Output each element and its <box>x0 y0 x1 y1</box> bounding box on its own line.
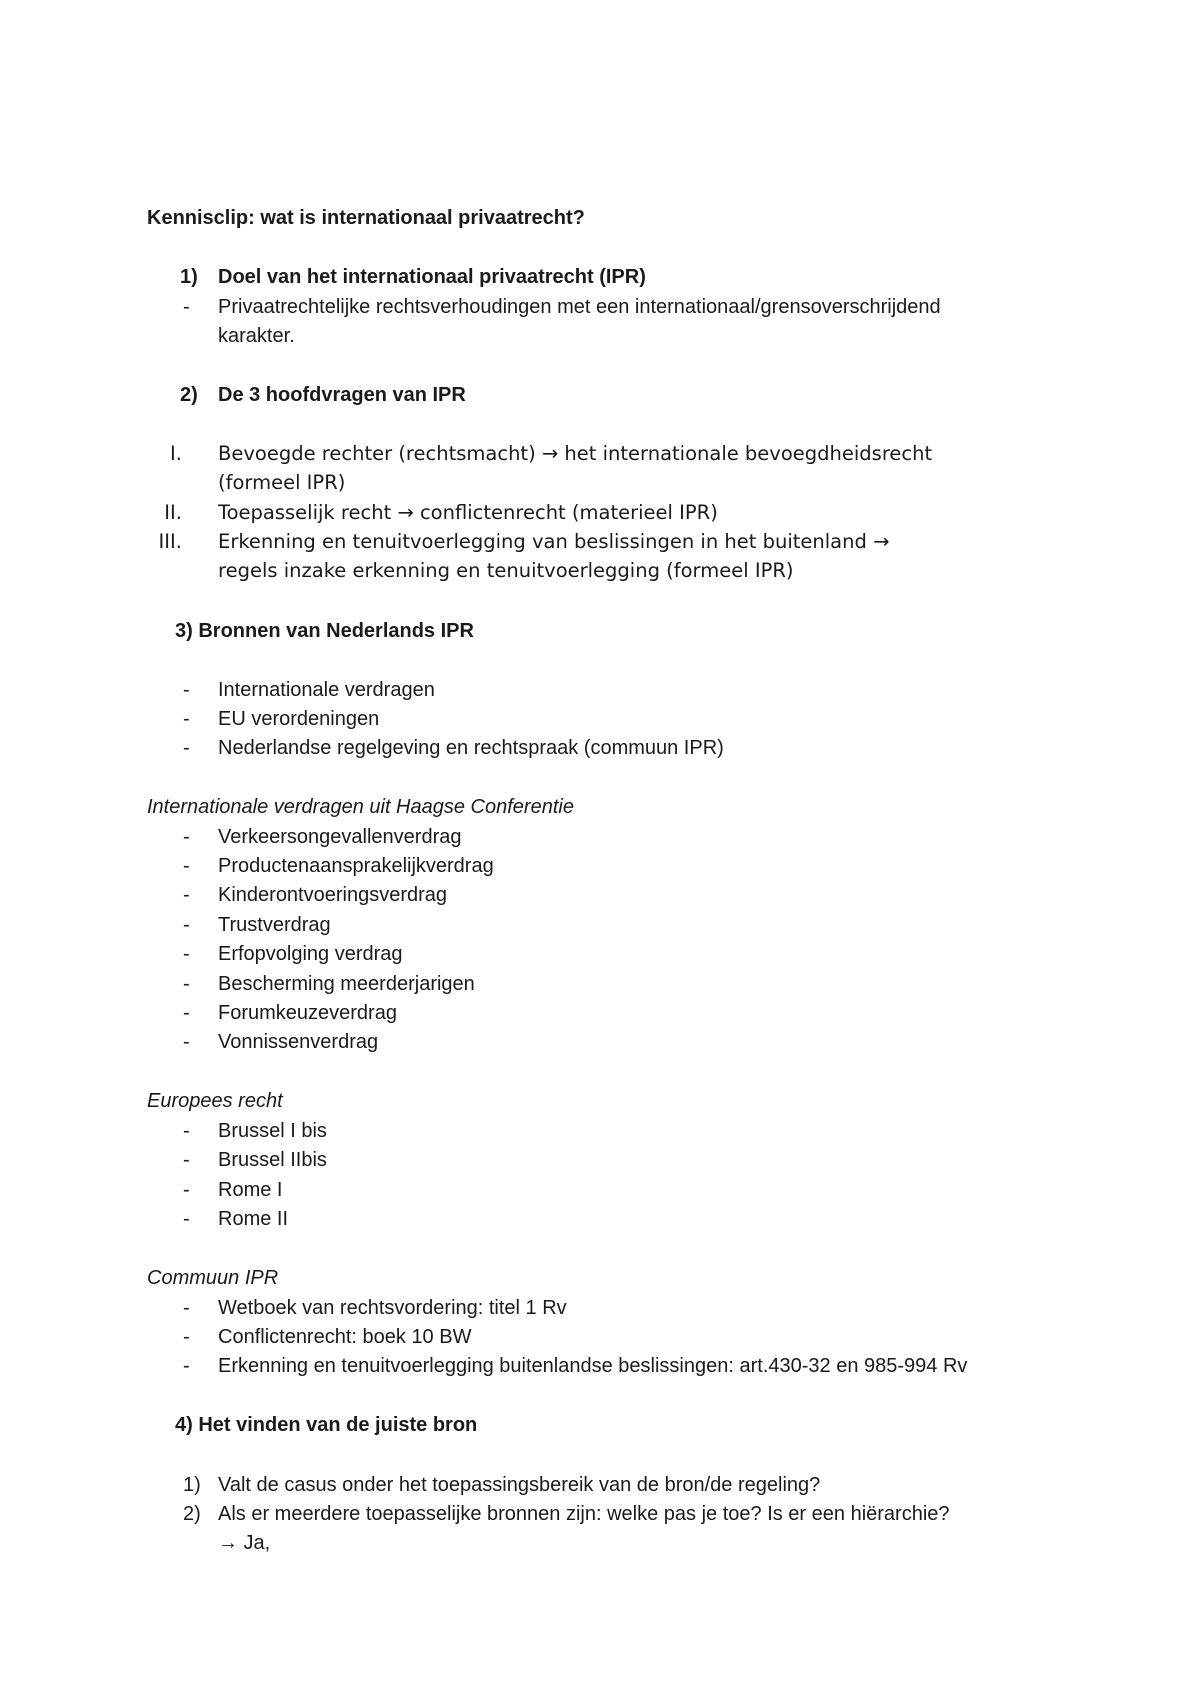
bullet-marker: - <box>183 1326 190 1348</box>
list-item: Erfopvolging verdrag <box>218 943 403 965</box>
section-number: 2) <box>180 384 198 406</box>
list-item: Brussel I bis <box>218 1120 327 1142</box>
roman-marker: II. <box>164 501 182 524</box>
list-item: Conflictenrecht: boek 10 BW <box>218 1326 472 1348</box>
section-heading: 3) Bronnen van Nederlands IPR <box>175 620 474 642</box>
list-item-continuation: → Ja, <box>218 1532 271 1554</box>
bullet-marker: - <box>183 296 190 318</box>
list-item: Nederlandse regelgeving en rechtspraak (commuun IPR) <box>218 737 724 759</box>
list-item: EU verordeningen <box>218 708 380 730</box>
list-item: Erkenning en tenuitvoerlegging buitenlandse beslissingen: art.430-32 en 985-994 Rv <box>218 1355 968 1377</box>
bullet-marker: - <box>183 679 190 701</box>
roman-marker: I. <box>170 442 182 465</box>
roman-marker: III. <box>158 530 182 553</box>
list-item-continuation: (formeel IPR) <box>218 471 346 494</box>
list-item: Als er meerdere toepasselijke bronnen zijn: welke pas je toe? Is er een hiërarchie? <box>218 1503 950 1525</box>
list-item-continuation: regels inzake erkenning en tenuitvoerlegging (formeel IPR) <box>218 559 794 582</box>
bullet-marker: - <box>183 1297 190 1319</box>
list-number: 1) <box>183 1474 201 1496</box>
list-item: Verkeersongevallenverdrag <box>218 826 462 848</box>
bullet-marker: - <box>183 826 190 848</box>
section-heading: De 3 hoofdvragen van IPR <box>218 384 466 406</box>
list-item: Trustverdrag <box>218 914 331 936</box>
list-item: Rome I <box>218 1179 283 1201</box>
list-item: Valt de casus onder het toepassingsbereik van de bron/de regeling? <box>218 1474 821 1496</box>
list-item: Vonnissenverdrag <box>218 1031 379 1053</box>
subheading: Commuun IPR <box>147 1267 279 1289</box>
bullet-marker: - <box>183 943 190 965</box>
bullet-marker: - <box>183 884 190 906</box>
bullet-marker: - <box>183 1149 190 1171</box>
list-item: Erkenning en tenuitvoerlegging van beslissingen in het buitenland → <box>218 530 890 553</box>
bullet-marker: - <box>183 1208 190 1230</box>
bullet-marker: - <box>183 1002 190 1024</box>
list-item: Privaatrechtelijke rechtsverhoudingen met een internationaal/grensoverschrijdend <box>218 296 941 318</box>
bullet-marker: - <box>183 914 190 936</box>
bullet-marker: - <box>183 737 190 759</box>
list-item: Rome II <box>218 1208 289 1230</box>
list-item-continuation: karakter. <box>218 325 295 347</box>
bullet-marker: - <box>183 1355 190 1377</box>
subheading: Europees recht <box>147 1090 283 1112</box>
bullet-marker: - <box>183 855 190 877</box>
list-item: Forumkeuzeverdrag <box>218 1002 397 1024</box>
section-number: 1) <box>180 266 198 288</box>
bullet-marker: - <box>183 1179 190 1201</box>
document-title: Kennisclip: wat is internationaal privaatrecht? <box>147 207 585 229</box>
section-heading: Doel van het internationaal privaatrecht (IPR) <box>218 266 646 288</box>
bullet-marker: - <box>183 973 190 995</box>
list-item: Toepasselijk recht → conflictenrecht (materieel IPR) <box>218 501 718 524</box>
section-heading: 4) Het vinden van de juiste bron <box>175 1414 478 1436</box>
list-item: Bevoegde rechter (rechtsmacht) → het internationale bevoegdheidsrecht <box>218 442 933 465</box>
bullet-marker: - <box>183 1031 190 1053</box>
list-item: Productenaansprakelijkverdrag <box>218 855 494 877</box>
bullet-marker: - <box>183 708 190 730</box>
list-number: 2) <box>183 1503 201 1525</box>
bullet-marker: - <box>183 1120 190 1142</box>
subheading: Internationale verdragen uit Haagse Conferentie <box>147 796 574 818</box>
list-item: Internationale verdragen <box>218 679 435 701</box>
list-item: Brussel IIbis <box>218 1149 327 1171</box>
list-item: Bescherming meerderjarigen <box>218 973 475 995</box>
list-item: Wetboek van rechtsvordering: titel 1 Rv <box>218 1297 567 1319</box>
list-item: Kinderontvoeringsverdrag <box>218 884 448 906</box>
